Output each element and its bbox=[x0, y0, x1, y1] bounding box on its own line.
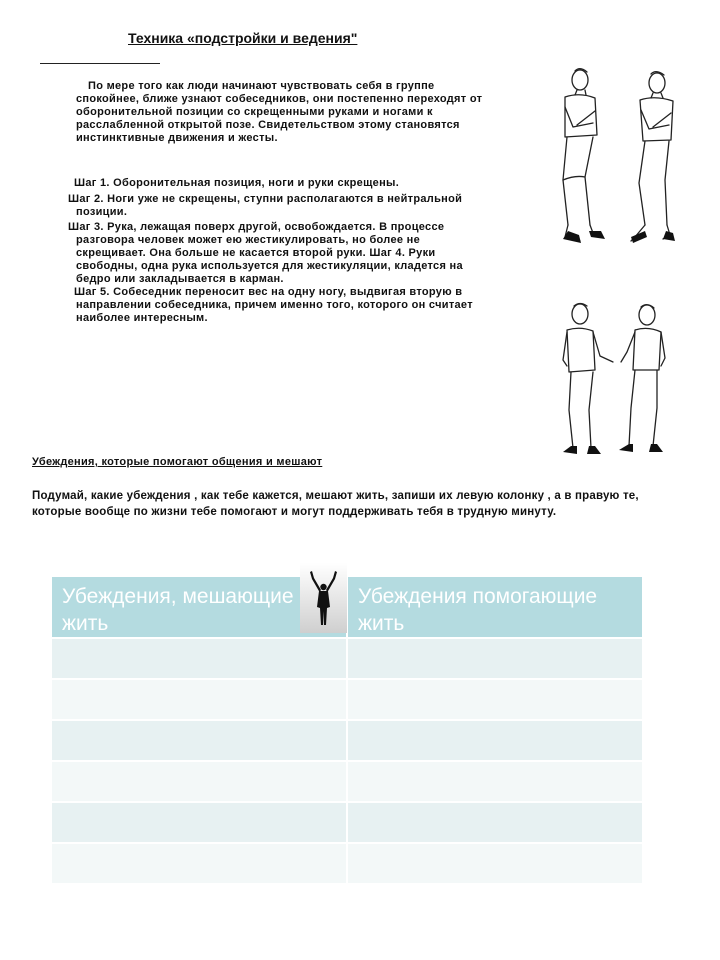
helping-belief-cell[interactable] bbox=[348, 639, 644, 680]
page-title: Техника «подстройки и ведения" bbox=[128, 30, 358, 46]
instruction-text: Подумай, какие убеждения , как тебе кажется, мешают жить, запиши их левую колонку , а в правую те, которые вообще по жизни тебе помогают и могут поддерживать тебя в трудную минуту. bbox=[32, 490, 639, 518]
section-heading: Убеждения, которые помогают общения и мешают bbox=[32, 456, 323, 468]
header-hindering-beliefs: Убеждения, мешающие жить bbox=[52, 577, 348, 639]
crossed-arms-illustration bbox=[535, 65, 705, 265]
helping-belief-cell[interactable] bbox=[348, 680, 644, 721]
step-5: Шаг 5. Собеседник переносит вес на одну ногу, выдвигая вторую в направлении собеседника, причем именно того, которого он считает наиболее интересным. bbox=[74, 286, 473, 324]
table-row bbox=[52, 844, 644, 885]
hindering-belief-cell[interactable] bbox=[52, 844, 348, 885]
step-4: Шаг 4. Руки свободны, одна рука используется для жестикуляции, кладется на бедро или закладывается в карман. bbox=[76, 247, 463, 285]
hindering-belief-cell[interactable] bbox=[52, 803, 348, 844]
divider bbox=[40, 63, 160, 64]
hindering-belief-cell[interactable] bbox=[52, 762, 348, 803]
step-2: Шаг 2. Ноги уже не скрещены, ступни располагаются в нейтральной позиции. bbox=[68, 193, 463, 218]
intro-paragraph bbox=[76, 80, 496, 145]
intro-text: По мере того как люди начинают чувствовать себя в группе спокойнее, ближе узнают собеседников, они постепенно переходят от оборонительной позиции со скрещенными руками и ногами к расслабленной открытой позе. Свидетельством этому становятся инстинктивные движения и жесты. bbox=[76, 80, 483, 144]
header-helping-beliefs: Убеждения помогающие жить bbox=[348, 577, 644, 639]
table-row bbox=[52, 680, 644, 721]
table-row bbox=[52, 639, 644, 680]
step-1: Шаг 1. Оборонительная позиция, ноги и руки скрещены. bbox=[74, 177, 400, 189]
helping-belief-cell[interactable] bbox=[348, 762, 644, 803]
beliefs-table bbox=[52, 577, 644, 885]
helping-belief-cell[interactable] bbox=[348, 803, 644, 844]
helping-belief-cell[interactable] bbox=[348, 844, 644, 885]
open-posture-illustration bbox=[545, 300, 695, 470]
raised-arms-silhouette-image bbox=[300, 563, 347, 633]
helping-belief-cell[interactable] bbox=[348, 721, 644, 762]
hindering-belief-cell[interactable] bbox=[52, 639, 348, 680]
table-header-row bbox=[52, 577, 644, 639]
table-row bbox=[52, 762, 644, 803]
table-row bbox=[52, 721, 644, 762]
table-row bbox=[52, 803, 644, 844]
step-3 bbox=[68, 221, 488, 286]
hindering-belief-cell[interactable] bbox=[52, 721, 348, 762]
step-3-text: Шаг 3. Рука, лежащая поверх другой, освобождается. В процессе разговора человек может ею жестикулировать, но более не скрещивает. Она больше не касается второй руки. bbox=[68, 221, 445, 259]
hindering-belief-cell[interactable] bbox=[52, 680, 348, 721]
steps-list bbox=[68, 177, 488, 325]
